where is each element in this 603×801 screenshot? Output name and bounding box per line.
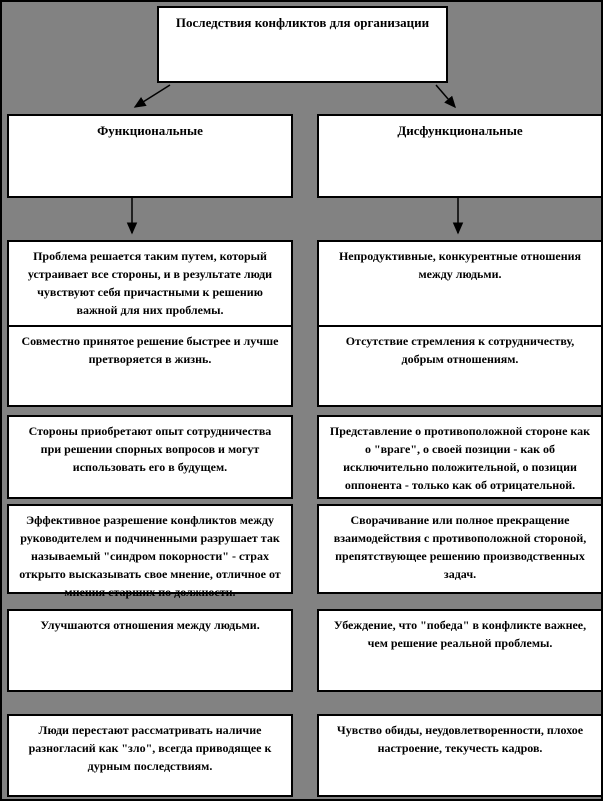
dysfunctional-item-1-text: Непродуктивные, конкурентные отношения между людьми.	[338, 249, 582, 281]
dysfunctional-item-6	[317, 714, 603, 797]
dysfunctional-item-5-text: Убеждение, что "победа" в конфликте важнее, чем решение реальной проблемы.	[333, 618, 587, 650]
functional-item-2-text: Совместно принятое решение быстрее и лучше претворяется в жизнь.	[21, 334, 279, 366]
dysfunctional-item-6-text: Чувство обиды, неудовлетворенности, плохое настроение, текучесть кадров.	[336, 723, 584, 755]
functional-item-3	[7, 415, 293, 499]
functional-item-6	[7, 714, 293, 797]
branch-functional	[7, 114, 293, 198]
diagram-title: Последствия конфликтов для организации	[175, 15, 430, 30]
functional-item-4	[7, 504, 293, 599]
arrow-title-to-functional	[135, 85, 170, 107]
arrow-title-to-dysfunctional	[436, 85, 455, 107]
dysfunctional-item-5	[317, 609, 603, 692]
functional-item-6-text: Люди перестают рассматривать наличие разногласий как "зло", всегда приводящее к дурным последствиям.	[28, 723, 272, 773]
branch-dysfunctional	[317, 114, 603, 198]
dysfunctional-item-3-text: Представление о противоположной стороне как о "враге", о своей позиции - как об исключительно положительной, о позиции оппонента - только как об отрицательной.	[329, 424, 591, 492]
branch-functional-label: Функциональные	[97, 123, 203, 138]
dysfunctional-item-4-text: Сворачивание или полное прекращение взаимодействия с противоположной стороной, препятствующее решению производственных задач.	[333, 513, 587, 581]
dysfunctional-item-4	[317, 504, 603, 594]
functional-item-5-text: Улучшаются отношения между людьми.	[40, 618, 260, 632]
dysfunctional-item-2-text: Отсутствие стремления к сотрудничеству, добрым отношениям.	[345, 334, 575, 366]
dysfunctional-item-3	[317, 415, 603, 499]
functional-item-3-text: Стороны приобретают опыт сотрудничества при решении спорных вопросов и могут использовать его в будущем.	[28, 424, 272, 474]
dysfunctional-item-2	[317, 325, 603, 407]
functional-item-1-text: Проблема решается таким путем, который устраивает все стороны, и в результате люди чувствуют себя причастными к решению важной для них проблемы.	[27, 249, 273, 317]
branch-dysfunctional-label: Дисфункциональные	[397, 123, 523, 138]
dysfunctional-item-1	[317, 240, 603, 327]
functional-item-1	[7, 240, 293, 327]
functional-item-5	[7, 609, 293, 692]
functional-item-4-text: Эффективное разрешение конфликтов между руководителем и подчиненными разрушает так называемый "синдром покорности" - страх открыто высказывать свое мнение, отличное от мнения старших по должности.	[19, 513, 281, 599]
title-box	[157, 6, 448, 83]
functional-item-2	[7, 325, 293, 407]
